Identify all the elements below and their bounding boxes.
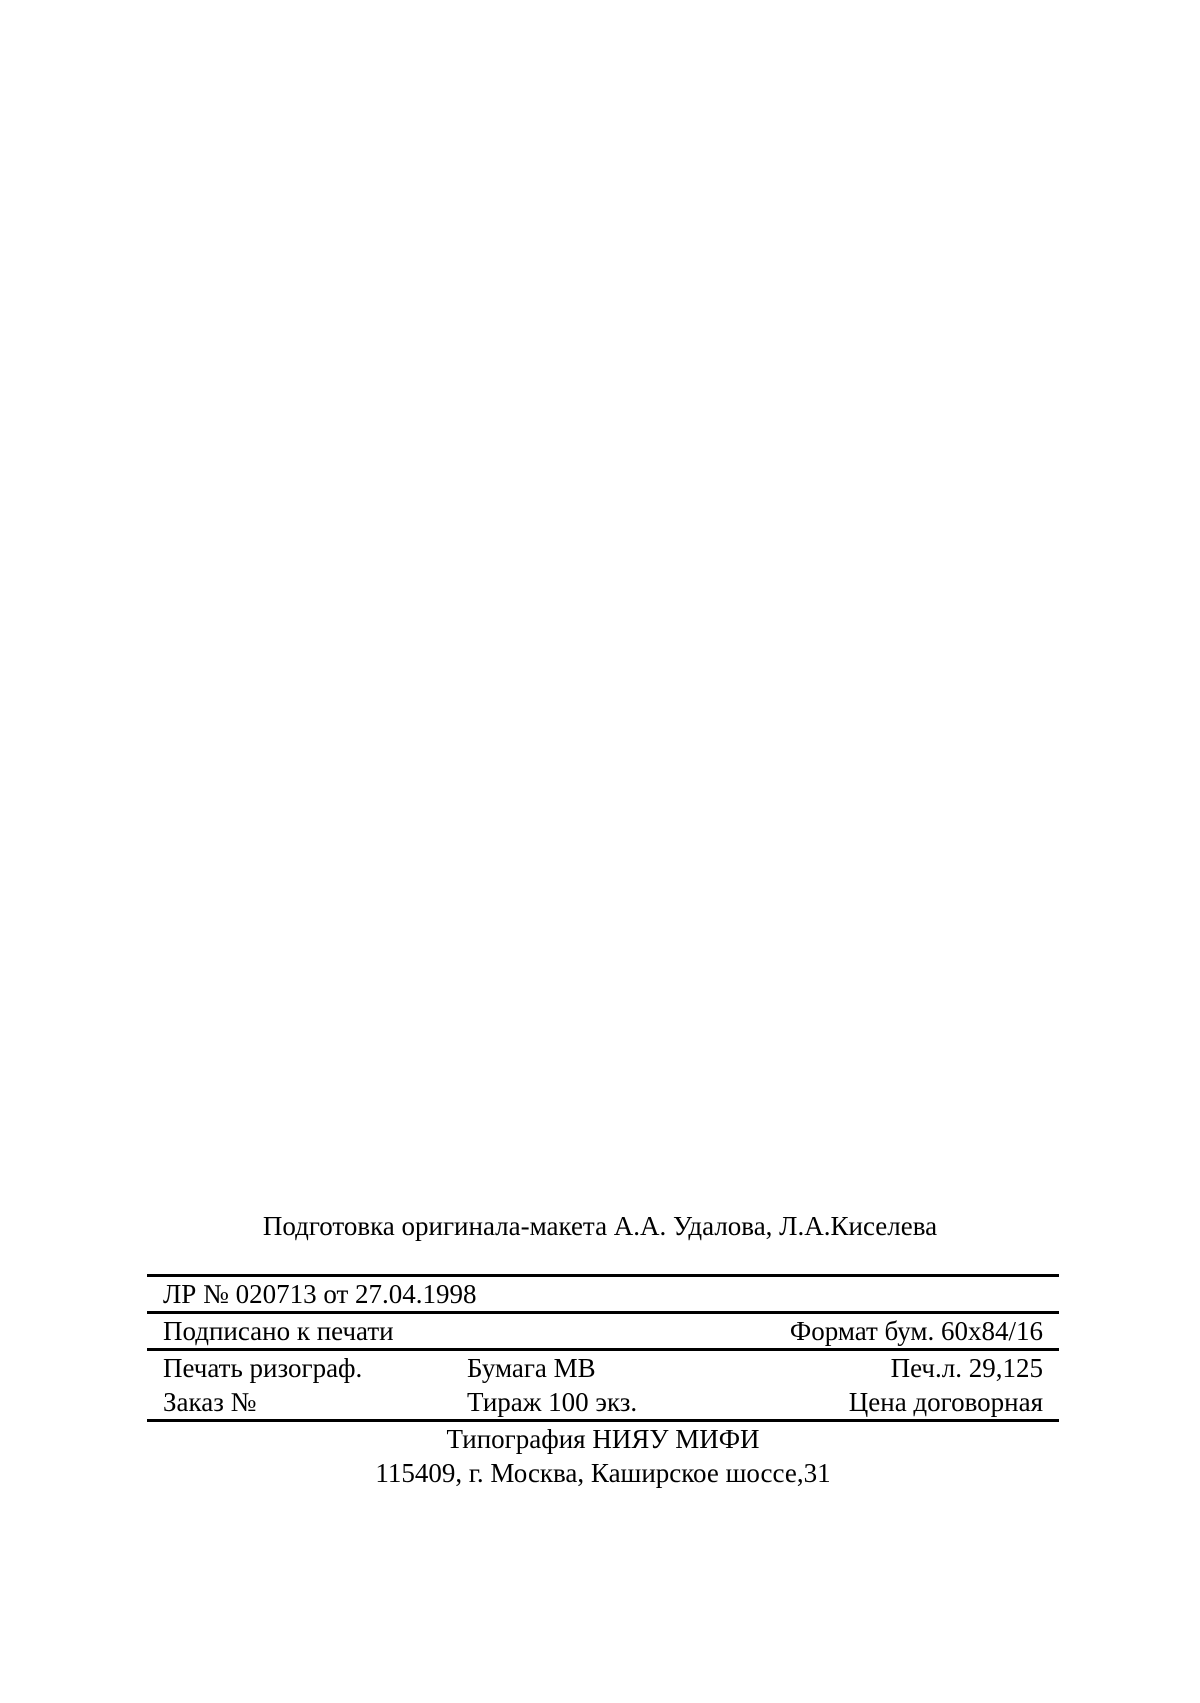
circulation: Тираж 100 экз. xyxy=(467,1387,638,1417)
imprint-row-print xyxy=(147,1351,1059,1385)
layout-preparation-credits: Подготовка оригинала-макета А.А. Удалова, Л.А.Киселева xyxy=(262,1211,938,1241)
print-method: Печать ризограф. xyxy=(163,1353,363,1383)
license-number: ЛР № 020713 от 27.04.1998 xyxy=(163,1279,477,1309)
imprint-row-license xyxy=(147,1277,1059,1311)
imprint-row-order xyxy=(147,1385,1059,1419)
imprint-row-signed xyxy=(147,1314,1059,1348)
printed-sheets: Печ.л. 29,125 xyxy=(890,1353,1043,1383)
printer-address: 115409, г. Москва, Каширское шоссе,31 xyxy=(375,1458,831,1488)
paper-format: Формат бум. 60x84/16 xyxy=(789,1316,1043,1346)
signed-for-print: Подписано к печати xyxy=(163,1316,394,1346)
printer-name: Типография НИЯУ МИФИ xyxy=(446,1424,760,1454)
paper-type: Бумага МВ xyxy=(467,1353,596,1383)
order-number: Заказ № xyxy=(163,1387,257,1417)
price: Цена договорная xyxy=(848,1387,1043,1417)
imprint-block xyxy=(147,1274,1059,1490)
